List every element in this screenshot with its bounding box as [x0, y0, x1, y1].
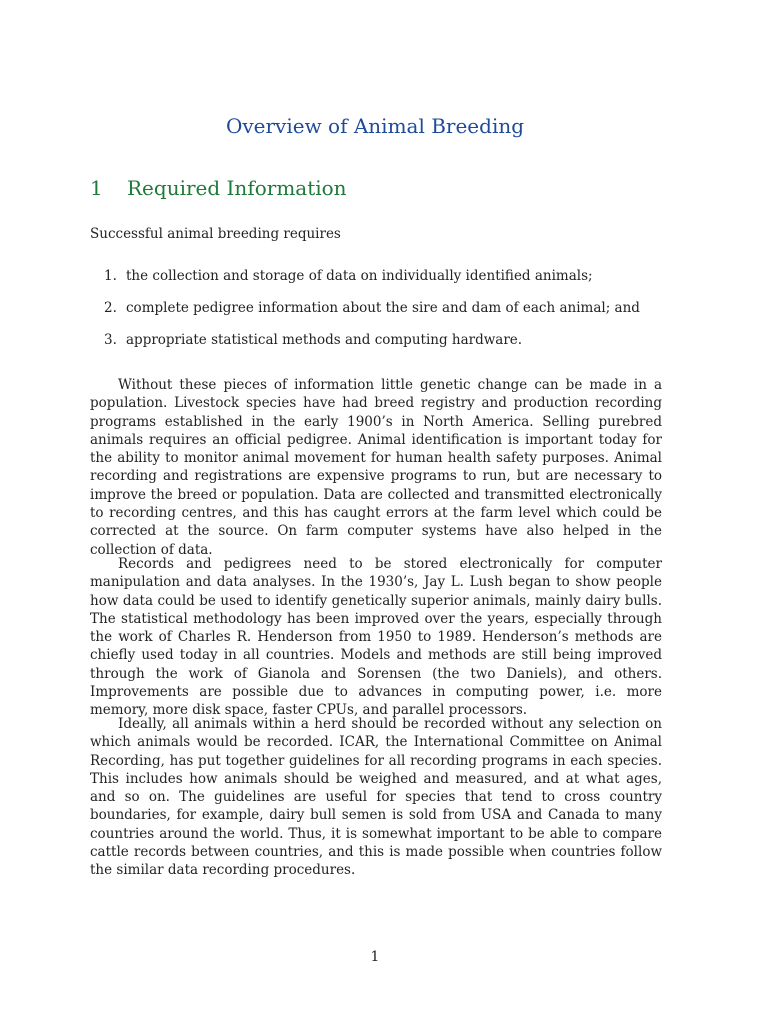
list-item-text: appropriate statistical methods and computing hardware. [126, 332, 523, 348]
list-item-number: 2. [104, 300, 117, 316]
section-heading [90, 176, 347, 200]
list-item-number: 3. [104, 332, 117, 348]
list-item-text: complete pedigree information about the sire and dam of each animal; and [126, 300, 640, 316]
list-item [104, 332, 664, 364]
list-item [104, 300, 664, 332]
intro-text: Successful animal breeding requires [90, 226, 341, 242]
paragraph: Without these pieces of information little genetic change can be made in a population. Livestock species have had breed registry and production recording programs established in the early 1900’s in North America. Selling purebred animals requires an official pedigree. Animal identification is important today for the ability to monitor animal movement for human health safety purposes. Animal recording and registrations are expensive programs to run, but are necessary to improve the breed or population. Data are collected and transmitted electronically to recording centres, and this has caught errors at the farm level which could be corrected at the source. On farm computer systems have also helped in the collection of data. [90, 377, 662, 558]
paragraph: Records and pedigrees need to be stored electronically for computer manipulation and data analyses. In the 1930’s, Jay L. Lush began to show people how data could be used to identify genetically superior animals, mainly dairy bulls. The statistical methodology has been improved over the years, especially through the work of Charles R. Henderson from 1950 to 1989. Henderson’s methods are chiefly used today in all countries. Models and methods are still being improved through the work of Gianola and Sorensen (the two Daniels), and others. Improvements are possible due to advances in computing power, i.e. more memory, more disk space, faster CPUs, and parallel processors. [90, 556, 662, 719]
list-item [104, 268, 664, 300]
paragraph: Ideally, all animals within a herd should be recorded without any selection on which animals would be recorded. ICAR, the International Committee on Animal Recording, has put together guidelines for all recording programs in each species. This includes how animals should be weighed and measured, and at what ages, and so on. The guidelines are useful for species that tend to cross country boundaries, for example, dairy bull semen is sold from USA and Canada to many countries around the world. Thus, it is somewhat important to be able to compare cattle records between countries, and this is made possible when countries follow the similar data recording procedures. [90, 716, 662, 879]
list-item-text: the collection and storage of data on individually identified animals; [126, 268, 593, 284]
page-number: 1 [370, 949, 380, 965]
requirements-list [104, 268, 664, 364]
document-title: Overview of Animal Breeding [225, 114, 525, 138]
section-number: 1 [90, 176, 103, 200]
section-title: Required Information [127, 176, 347, 200]
list-item-number: 1. [104, 268, 117, 284]
